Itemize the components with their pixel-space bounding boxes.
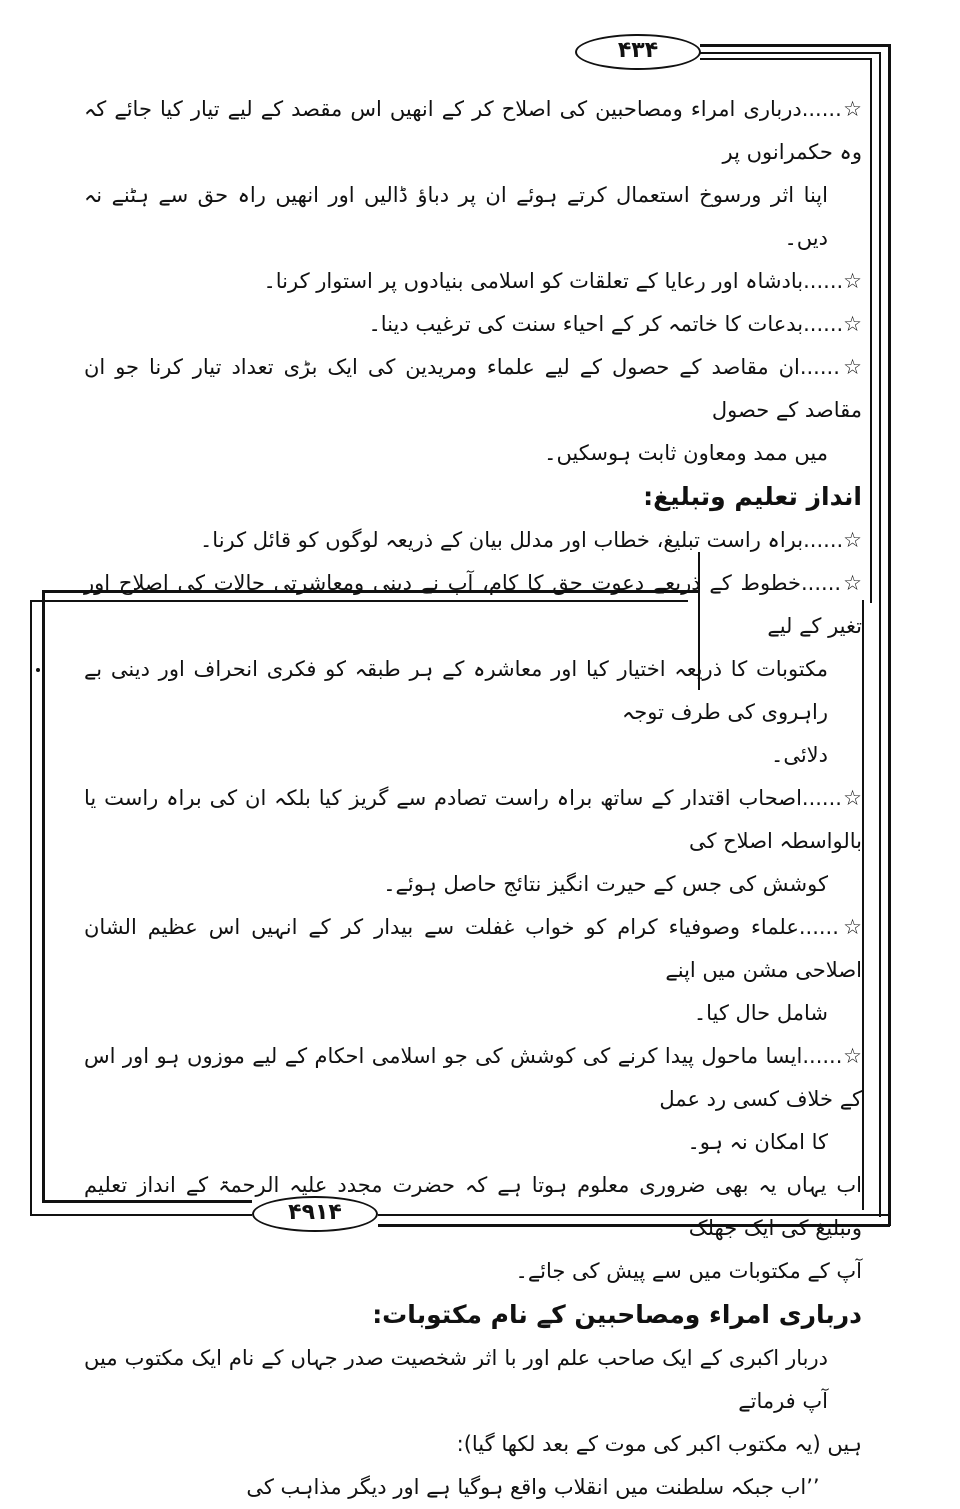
letters-paragraph-line-2: ہیں (یہ مکتوب اکبر کی موت کے بعد لکھا گیا):	[456, 1432, 862, 1456]
frame-right-vertical-3	[870, 58, 872, 603]
margin-dot	[36, 668, 40, 672]
method-item-2-line-3: دلائی۔	[771, 743, 828, 767]
frame-right-vertical-2	[879, 52, 881, 1217]
letters-paragraph-line-1: دربار اکبری کے ایک صاحب علم اور با اثر شخصیت صدر جہاں کے نام ایک مکتوب میں آپ فرماتے	[84, 1346, 828, 1413]
bullet-item-1-line-1: ☆......درباری امراء ومصاحبین کی اصلاح کر کے انھیں اس مقصد کے لیے تیار کیا جائے کہ وہ حکمرانوں پر	[84, 97, 862, 164]
frame-top-line-2	[700, 52, 880, 54]
bottom-page-number: ۴۹۱۴	[252, 1196, 378, 1232]
method-item-2-line-2: مکتوبات کا ذریعہ اختیار کیا اور معاشرہ کے ہر طبقہ کو فکری انحراف اور دینی بے راہروی کی طرف توجہ	[84, 657, 828, 724]
method-item-5-line-1: ☆......ایسا ماحول پیدا کرنے کی کوشش کی جو اسلامی احکام کے لیے موزوں ہو اور اس کے خلاف کسی رد عمل	[84, 1044, 862, 1111]
method-item-3-line-1: ☆......اصحاب اقتدار کے ساتھ براہ راست تصادم سے گریز کیا بلکہ ان کی براہ راست یا بالواسطہ اصلاح کی	[84, 786, 862, 853]
method-item-4-line-2: شامل حال کیا۔	[693, 1001, 828, 1025]
method-item-3-line-2: کوشش کی جس کے حیرت انگیز نتائج حاصل ہوئے۔	[383, 872, 828, 896]
frame-top-line-1	[700, 44, 890, 47]
frame-top-line-3	[700, 58, 870, 60]
bullet-item-2: ☆......بادشاہ اور رعایا کے تعلقات کو اسلامی بنیادوں پر استوار کرنا۔	[263, 269, 862, 293]
quote-line: ’’اب جبکہ سلطنت میں انقلاب واقع ہوگیا ہے اور دیگر مذاہب کی	[246, 1475, 820, 1499]
method-item-5-line-2: کا امکان نہ ہو۔	[687, 1130, 828, 1154]
frame-right-vertical-1	[888, 44, 891, 1226]
top-page-number: ۴۳۴	[575, 34, 701, 70]
section-heading-letters: درباری امراء ومصاحبین کے نام مکتوبات:	[372, 1300, 862, 1329]
method-item-1: ☆......براہ راست تبلیغ، خطاب اور مدلل بیان کے ذریعہ لوگوں کو قائل کرنا۔	[200, 528, 862, 552]
bullet-item-4-line-1: ☆......ان مقاصد کے حصول کے لیے علماء ومریدین کی ایک بڑی تعداد تیار کرنا جو ان مقاصد کے حصول	[84, 355, 862, 422]
bullet-item-1-line-2: اپنا اثر ورسوخ استعمال کرتے ہوئے ان پر دباؤ ڈالیں اور انھیں راہ حق سے ہٹنے نہ دیں۔	[84, 183, 828, 250]
bullet-item-3: ☆......بدعات کا خاتمہ کر کے احیاء سنت کی ترغیب دینا۔	[368, 312, 862, 336]
intro-paragraph-line-1: اب یہاں یہ بھی ضروری معلوم ہوتا ہے کہ حضرت مجدد علیہ الرحمۃ کے انداز تعلیم وتبلیغ کی ایک جھلک	[84, 1173, 862, 1240]
bullet-item-4-line-2: میں ممد ومعاون ثابت ہوسکیں۔	[544, 441, 828, 465]
section-heading-teaching-method: انداز تعلیم وتبلیغ:	[643, 482, 862, 511]
frame-left-vertical-2	[42, 590, 45, 1202]
frame-left-vertical-1	[30, 600, 32, 1216]
page-content	[84, 88, 862, 1509]
frame-inner-vertical	[862, 600, 864, 1210]
method-item-2-line-1: ☆......خطوط کے ذریعے دعوت حق کا کام، آپ نے دینی ومعاشرتی حالات کی اصلاح اور تغیر کے لیے	[84, 571, 862, 638]
method-item-4-line-1: ☆......علماء وصوفیاء کرام کو خواب غفلت سے بیدار کر کے انہیں اس عظیم الشان اصلاحی مشن میں اپنے	[84, 915, 862, 982]
intro-paragraph-line-2: آپ کے مکتوبات میں سے پیش کی جائے۔	[515, 1259, 862, 1283]
